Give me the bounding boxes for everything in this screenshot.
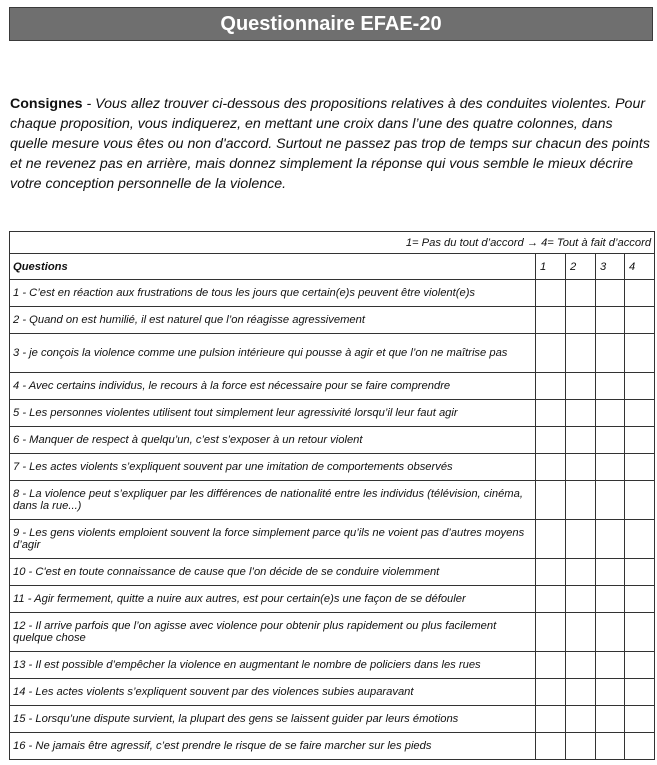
answer-box-2[interactable] bbox=[566, 280, 596, 307]
answer-box-4[interactable] bbox=[625, 652, 655, 679]
question-text: 1 - C’est en réaction aux frustrations de tous les jours que certain(e)s peuvent être violent(e)s bbox=[10, 280, 536, 307]
answer-box-4[interactable] bbox=[625, 427, 655, 454]
answer-box-3[interactable] bbox=[596, 520, 625, 559]
question-text: 3 - je conçois la violence comme une pulsion intérieure qui pousse à agir et que l’on ne maîtrise pas bbox=[10, 334, 536, 373]
question-text: 16 - Ne jamais être agressif, c’est prendre le risque de se faire marcher sur les pieds bbox=[10, 733, 536, 760]
answer-box-2[interactable] bbox=[566, 586, 596, 613]
question-row bbox=[10, 652, 655, 679]
answer-box-1[interactable] bbox=[536, 733, 566, 760]
question-text: 2 - Quand on est humilié, il est naturel que l’on réagisse agressivement bbox=[10, 307, 536, 334]
answer-box-4[interactable] bbox=[625, 373, 655, 400]
answer-box-1[interactable] bbox=[536, 706, 566, 733]
question-row bbox=[10, 373, 655, 400]
question-text: 8 - La violence peut s’expliquer par les différences de nationalité entre les individus (télévision, cinéma, dans la rue...) bbox=[10, 481, 536, 520]
column-header-4: 4 bbox=[625, 254, 655, 280]
answer-box-3[interactable] bbox=[596, 679, 625, 706]
answer-box-1[interactable] bbox=[536, 373, 566, 400]
question-text: 12 - Il arrive parfois que l’on agisse avec violence pour obtenir plus rapidement ou plus facilement quelque chose bbox=[10, 613, 536, 652]
header-row bbox=[10, 254, 655, 280]
answer-box-3[interactable] bbox=[596, 559, 625, 586]
question-text: 4 - Avec certains individus, le recours à la force est nécessaire pour se faire comprendre bbox=[10, 373, 536, 400]
question-row bbox=[10, 613, 655, 652]
question-row bbox=[10, 334, 655, 373]
answer-box-1[interactable] bbox=[536, 613, 566, 652]
answer-box-2[interactable] bbox=[566, 307, 596, 334]
question-text: 10 - C'est en toute connaissance de cause que l’on décide de se conduire violemment bbox=[10, 559, 536, 586]
answer-box-2[interactable] bbox=[566, 706, 596, 733]
question-row bbox=[10, 520, 655, 559]
answer-box-4[interactable] bbox=[625, 334, 655, 373]
question-row bbox=[10, 307, 655, 334]
question-row bbox=[10, 280, 655, 307]
answer-box-4[interactable] bbox=[625, 307, 655, 334]
answer-box-4[interactable] bbox=[625, 679, 655, 706]
answer-box-4[interactable] bbox=[625, 613, 655, 652]
answer-box-2[interactable] bbox=[566, 733, 596, 760]
answer-box-3[interactable] bbox=[596, 586, 625, 613]
answer-box-2[interactable] bbox=[566, 652, 596, 679]
answer-box-4[interactable] bbox=[625, 733, 655, 760]
answer-box-1[interactable] bbox=[536, 454, 566, 481]
answer-box-3[interactable] bbox=[596, 373, 625, 400]
answer-box-1[interactable] bbox=[536, 652, 566, 679]
questions-header: Questions bbox=[10, 254, 536, 280]
answer-box-2[interactable] bbox=[566, 427, 596, 454]
answer-box-1[interactable] bbox=[536, 307, 566, 334]
question-text: 13 - Il est possible d’empêcher la violence en augmentant le nombre de policiers dans les rues bbox=[10, 652, 536, 679]
column-header-1: 1 bbox=[536, 254, 566, 280]
questionnaire-title: Questionnaire EFAE-20 bbox=[9, 7, 653, 41]
answer-box-3[interactable] bbox=[596, 280, 625, 307]
instructions-label: Consignes bbox=[10, 96, 83, 112]
answer-box-4[interactable] bbox=[625, 586, 655, 613]
answer-box-4[interactable] bbox=[625, 520, 655, 559]
answer-box-2[interactable] bbox=[566, 334, 596, 373]
answer-box-1[interactable] bbox=[536, 559, 566, 586]
answer-box-1[interactable] bbox=[536, 334, 566, 373]
question-text: 7 - Les actes violents s’expliquent souvent par une imitation de comportements observés bbox=[10, 454, 536, 481]
instructions-separator: - bbox=[82, 96, 96, 112]
question-row bbox=[10, 559, 655, 586]
answer-box-1[interactable] bbox=[536, 586, 566, 613]
answer-box-3[interactable] bbox=[596, 733, 625, 760]
answer-box-4[interactable] bbox=[625, 280, 655, 307]
scale-note: 1= Pas du tout d’accord → 4= Tout à fait d’accord bbox=[10, 232, 655, 254]
answer-box-4[interactable] bbox=[625, 481, 655, 520]
answer-box-1[interactable] bbox=[536, 400, 566, 427]
question-text: 5 - Les personnes violentes utilisent tout simplement leur agressivité lorsqu’il leur faut agir bbox=[10, 400, 536, 427]
answer-box-4[interactable] bbox=[625, 706, 655, 733]
answer-box-4[interactable] bbox=[625, 454, 655, 481]
answer-box-1[interactable] bbox=[536, 427, 566, 454]
scale-row bbox=[10, 232, 655, 254]
answer-box-2[interactable] bbox=[566, 613, 596, 652]
column-header-3: 3 bbox=[596, 254, 625, 280]
answer-box-2[interactable] bbox=[566, 400, 596, 427]
question-row bbox=[10, 481, 655, 520]
answer-box-4[interactable] bbox=[625, 559, 655, 586]
answer-box-2[interactable] bbox=[566, 520, 596, 559]
answer-box-1[interactable] bbox=[536, 280, 566, 307]
answer-box-3[interactable] bbox=[596, 613, 625, 652]
question-text: 15 - Lorsqu’une dispute survient, la plupart des gens se laissent guider par leurs émotions bbox=[10, 706, 536, 733]
answer-box-3[interactable] bbox=[596, 307, 625, 334]
answer-box-1[interactable] bbox=[536, 481, 566, 520]
answer-box-3[interactable] bbox=[596, 427, 625, 454]
question-row bbox=[10, 400, 655, 427]
question-row bbox=[10, 679, 655, 706]
question-row bbox=[10, 706, 655, 733]
instructions-paragraph bbox=[10, 94, 650, 194]
answer-box-2[interactable] bbox=[566, 679, 596, 706]
answer-box-1[interactable] bbox=[536, 520, 566, 559]
answer-box-3[interactable] bbox=[596, 334, 625, 373]
answer-box-2[interactable] bbox=[566, 454, 596, 481]
answer-box-1[interactable] bbox=[536, 679, 566, 706]
instructions-text: Vous allez trouver ci-dessous des propositions relatives à des conduites violentes. Pour chaque proposition, vous indiquerez, en mettant une croix dans l’une des quatre colonnes, dans quelle mesure vous êtes ou non d'accord. Surtout ne passez pas trop de temps sur chacun des points et ne revenez pas en arrière, mais donnez simplement la réponse qui vous semble le mieux décrire votre conception personnelle de la violence. bbox=[10, 96, 650, 192]
question-text: 14 - Les actes violents s’expliquent souvent par des violences subies auparavant bbox=[10, 679, 536, 706]
answer-box-3[interactable] bbox=[596, 481, 625, 520]
answer-box-3[interactable] bbox=[596, 652, 625, 679]
question-row bbox=[10, 454, 655, 481]
question-row bbox=[10, 733, 655, 760]
question-text: 6 - Manquer de respect à quelqu’un, c’est s’exposer à un retour violent bbox=[10, 427, 536, 454]
answer-box-2[interactable] bbox=[566, 373, 596, 400]
question-row bbox=[10, 586, 655, 613]
answer-box-2[interactable] bbox=[566, 559, 596, 586]
answer-box-3[interactable] bbox=[596, 400, 625, 427]
column-header-2: 2 bbox=[566, 254, 596, 280]
answer-box-2[interactable] bbox=[566, 481, 596, 520]
answer-box-3[interactable] bbox=[596, 706, 625, 733]
question-text: 11 - Agir fermement, quitte a nuire aux autres, est pour certain(e)s une façon de se défouler bbox=[10, 586, 536, 613]
answer-box-4[interactable] bbox=[625, 400, 655, 427]
question-row bbox=[10, 427, 655, 454]
question-text: 9 - Les gens violents emploient souvent la force simplement parce qu’ils ne voient pas d’autres moyens d’agir bbox=[10, 520, 536, 559]
answer-box-3[interactable] bbox=[596, 454, 625, 481]
questions-table bbox=[9, 231, 655, 760]
